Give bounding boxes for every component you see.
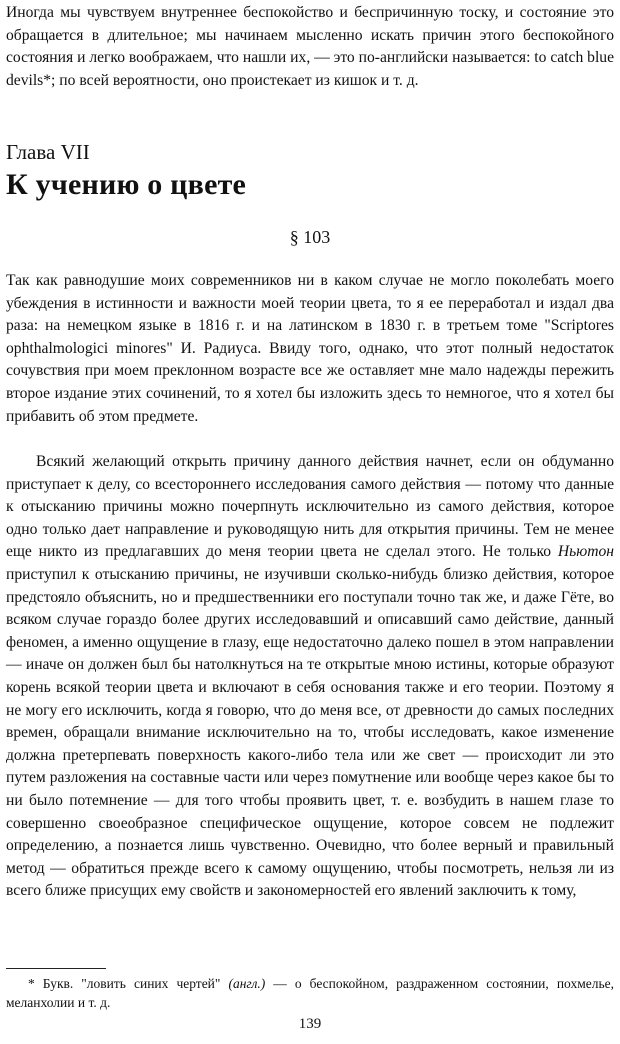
chapter-label: Глава VII xyxy=(6,140,90,164)
page-number: 139 xyxy=(298,1016,322,1032)
newton-name: Ньютон xyxy=(557,543,614,561)
footnote xyxy=(6,974,614,1012)
footnote-text-end: — о беспокойном, раздраженном состоянии, похмелье, меланхолии и т. д. xyxy=(6,976,615,1010)
body-paragraph-2 xyxy=(6,451,614,903)
chapter-title: К учению о цвете xyxy=(6,168,247,201)
footnote-language-label: (англ.) xyxy=(228,976,266,991)
body-paragraph-2-text-end: приступил к отысканию причины, не изучивши сколько-нибудь близко действия, которое предстояло объяснить, но и предшественники его поступали точно так же, и даже Гёте, во всяком случае гораздо более других исследовавший и описавший само действие, данный феномен, а именно ощущение в глазу, еще недостаточно далеко пошел в этом направлении — иначе он должен был бы натолкнуться на те открытые мною истины, которые образуют корень всякой теории цвета и включают в себя основания также и его теории. Поэтому я не могу его исключить, когда я говорю, что до меня все, от древности до самых последних времен, обращали внимание исключительно на то, чтобы исследовать, какое изменение должна претерпевать поверхность какого-либо тела или же свет — происходит ли это путем разложения на составные части или через помутнение или вообще через какое бы то ни было потемнение — для того чтобы проявить цвет, т. е. возбудить в нашем глазе то совершенно своеобразное специфическое ощущение, которое совсем не подлежит определению, а познается лишь чувственно. Очевидно, что более верный и правильный метод — обратиться прежде всего к самому ощущению, чтобы посмотреть, нельзя ли из всего ближе присущих ему свойств и закономерностей его явлений заключить к тому, xyxy=(6,565,614,900)
section-number: § 103 xyxy=(289,227,331,247)
footnote-divider xyxy=(6,968,106,969)
footnote-text-start: * Букв. "ловить синих чертей" xyxy=(28,976,229,991)
intro-text: Иногда мы чувствуем внутреннее беспокойство и беспричинную тоску, и состояние это обращается в длительное; мы начинаем мысленно искать причин этого беспокойного состояния и легко воображаем, что нашли их, — это по-английски называется: to catch blue devils*; по всей вероятности, оно проистекает из кишок и т. д. xyxy=(6,4,614,89)
body-paragraph-2-text-start: Всякий желающий открыть причину данного действия начнет, если он обдуманно приступает к делу, со всестороннего исследования самого действия — потому что данные к отысканию причины можно почерпнуть исключительно из самого действия, которое одно только дает направление и руководящую нить для открытия причины. Тем не менее еще никто из предлагавших до меня теории цвета не сделал этого. Не только xyxy=(6,453,614,561)
body-paragraph-1-text: Так как равнодушие моих современников ни в каком случае не могло поколебать моего убеждения в истинности и важности моей теории цвета, то я ее переработал и издал два раза: на немецком языке в 1816 г. и на латинском в 1830 г. в третьем томе "Scriptores ophthalmologici minores" И. Радиуса. Ввиду того, однако, что этот полный недостаток сочувствия при моем преклонном возрасте все же оставляет мне мало надежды пережить второе издание этих сочинений, то я хотел бы изложить здесь то немногое, что я хотел бы прибавить об этом предмете. xyxy=(6,272,614,425)
body-paragraph-1 xyxy=(6,270,614,428)
intro-paragraph xyxy=(6,2,614,92)
